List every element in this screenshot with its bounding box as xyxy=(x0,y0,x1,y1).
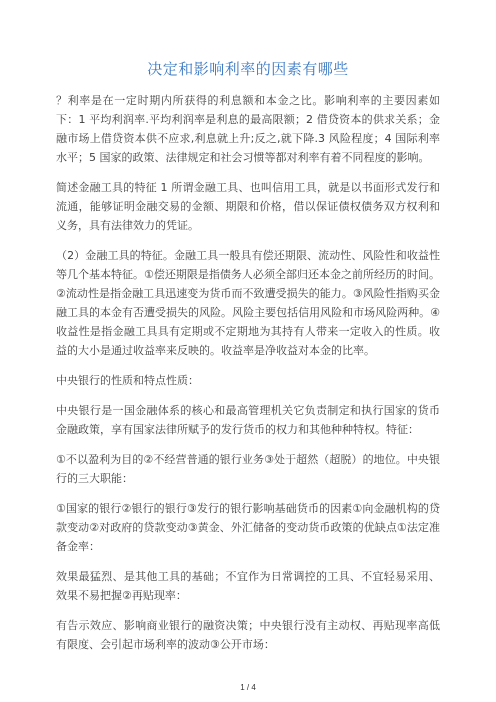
paragraph-8: 效果最猛烈、是其他工具的基础；不宜作为日常调控的工具、不宜轻易采用、效果不易把握②再贴现率： xyxy=(56,570,440,602)
paragraph-3: （2）金融工具的特征。金融工具一般具有偿还期限、流动性、风险性和收益性等几个基本特征。①偿还期限是指债务人必须全部归还本金之前所经历的时间。②流动性是指金融工具迅速变为货币而不致遭受损失的能力。③风险性指购买金融工具的本金有否遭受损失的风险。风险主要包括信用风险和市场风险两种。④收益性是指金融工具具有定期或不定期地为其持有人带来一定收入的性质。收益的大小是通过收益率来反映的。收益率是净收益对本金的比率。 xyxy=(56,249,440,357)
paragraph-5: 中央银行是一国金融体系的核心和最高管理机关它负责制定和执行国家的货币金融政策，享有国家法律所赋予的发行货币的权力和其他种种特权。特征： xyxy=(56,404,440,436)
paragraph-9: 有告示效应、影响商业银行的融资决策；中央银行没有主动权、再贴现率高低有限度、会引起市场利率的波动③公开市场： xyxy=(56,619,440,651)
paragraph-1: ？利率是在一定时期内所获得的利息额和本金之比。影响利率的主要因素如下：1 平均利润率.平均利润率是利息的最高限额；2 借贷资本的供求关系；金融市场上借贷资本供不应求,利息就上升;反之,就下降.3 风险程度；4 国际利率水平；5 国家的政策、法律规定和社会习惯等都对利率有着不同程度的影响。 xyxy=(56,94,440,164)
paragraph-4: 中央银行的性质和特点性质： xyxy=(56,374,199,387)
page-title: 决定和影响利率的因素有哪些 xyxy=(147,60,349,78)
paragraph-2: 简述金融工具的特征 1 所谓金融工具、也叫信用工具，就是以书面形式发行和流通，能够证明金融交易的金额、期限和价格，借以保证债权债务双方权利和义务，具有法律效力的凭证。 xyxy=(56,181,440,232)
paragraph-6: ①不以盈利为目的②不经营普通的银行业务③处于超然（超脱）的地位。中央银行的三大职能： xyxy=(56,453,440,485)
page-number: 1 / 4 xyxy=(240,683,256,692)
paragraph-7: ①国家的银行②银行的银行③发行的银行影响基础货币的因素①向金融机构的贷款变动②对政府的贷款变动③黄金、外汇储备的变动货币政策的优缺点①法定准备金率： xyxy=(56,502,440,553)
